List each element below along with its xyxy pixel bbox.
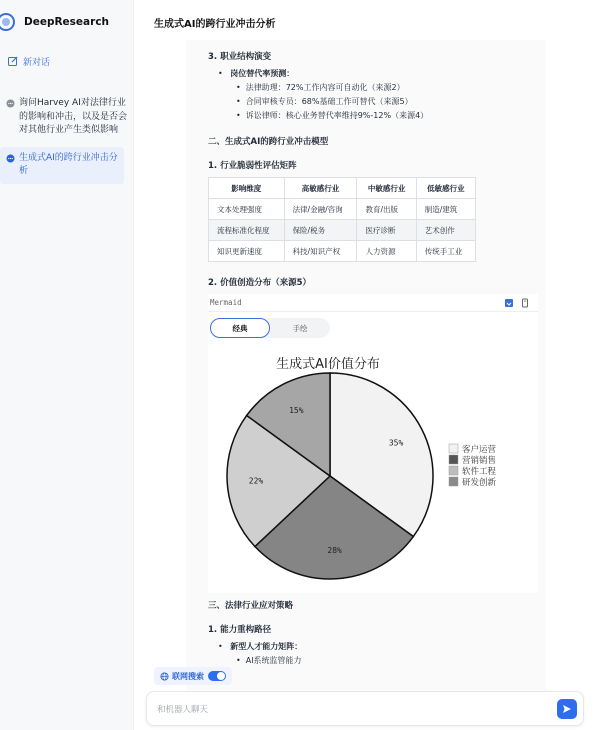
history-item-label: 生成式AI的跨行业冲击分析 <box>19 152 118 176</box>
mermaid-tools <box>504 298 530 308</box>
legend-swatch <box>449 455 458 464</box>
pie-chart <box>208 338 538 593</box>
history-item-active[interactable] <box>0 147 124 184</box>
web-search-label: 联网搜索 <box>172 671 204 681</box>
web-search-switch[interactable] <box>208 671 226 681</box>
table-header: 低敏感行业 <box>416 178 475 199</box>
edit-icon <box>8 56 18 66</box>
page-title: 生成式AI的跨行业冲击分析 <box>154 19 276 30</box>
table-cell: 科技/知识产权 <box>284 241 357 262</box>
list-item: • 合同审核专员：68%基础工作可替代（来源5） <box>236 96 528 107</box>
section-heading: 三、法律行业应对策略 <box>208 601 294 611</box>
list-item: • AI系统监管能力 <box>236 655 528 666</box>
list-item <box>218 68 528 121</box>
brand <box>0 0 133 44</box>
tab-classic[interactable]: 经典 <box>210 318 270 338</box>
table-cell: 传统手工业 <box>416 241 475 262</box>
new-chat-button[interactable] <box>8 50 133 72</box>
new-chat-label: 新对话 <box>23 57 51 68</box>
table-row <box>209 241 476 262</box>
chat-input[interactable]: 和机器人聊天 <box>157 705 209 715</box>
legend-swatch <box>449 477 458 486</box>
table-header: 高敏感行业 <box>284 178 357 199</box>
bullet-list <box>218 641 528 666</box>
bullet-list <box>218 68 528 121</box>
chat-bubble-icon <box>6 154 15 163</box>
sub-list <box>236 655 528 666</box>
download-image-icon[interactable] <box>504 298 514 308</box>
sidebar <box>0 0 134 730</box>
table-header: 影响维度 <box>209 178 285 199</box>
history-item[interactable] <box>0 92 133 143</box>
section-title: 2. 价值创造分布（来源5） <box>208 278 312 288</box>
sub-list <box>236 82 528 121</box>
vulnerability-matrix-table <box>208 177 476 262</box>
globe-icon <box>160 672 169 681</box>
chart-title: 生成式AI价值分布 <box>276 357 380 372</box>
legend-swatch <box>449 466 458 475</box>
chat-bubble-icon <box>6 99 15 108</box>
table-cell: 知识更新速度 <box>209 241 285 262</box>
table-row <box>209 220 476 241</box>
pie-chart-svg <box>208 338 538 593</box>
copy-icon[interactable] <box>520 298 530 308</box>
pie-slice-label: 22% <box>248 476 264 486</box>
send-button[interactable] <box>557 699 577 719</box>
list-item: • 法律助理：72%工作内容可自动化（来源2） <box>236 82 528 93</box>
table-cell: 制造/建筑 <box>416 199 475 220</box>
web-search-toggle[interactable] <box>154 667 232 685</box>
tab-hand-drawn[interactable]: 手绘 <box>292 323 308 333</box>
legend-swatch <box>449 444 458 453</box>
legend-label: 客户运营 <box>462 445 497 455</box>
table-cell: 人力资源 <box>357 241 416 262</box>
table-header-row <box>209 178 476 199</box>
pie-slice-label: 28% <box>327 546 342 556</box>
table-cell: 保险/税务 <box>284 220 357 241</box>
table-header: 中敏感行业 <box>357 178 416 199</box>
logo-icon <box>0 12 16 32</box>
pie-slice-label: 35% <box>388 438 404 448</box>
report-content <box>186 40 546 690</box>
mermaid-label: Mermaid <box>210 298 242 307</box>
table-cell: 文本处理强度 <box>209 199 285 220</box>
history-list <box>0 92 133 184</box>
mermaid-header <box>208 294 538 312</box>
app-name: DeepResearch <box>24 16 110 28</box>
list-item <box>218 641 528 666</box>
section-title: 3. 职业结构演变 <box>208 52 272 62</box>
chat-input-bar[interactable] <box>146 691 584 726</box>
pie-slice-label: 15% <box>289 405 304 415</box>
bullet-label: 岗位替代率预测： <box>230 69 295 78</box>
send-icon <box>562 704 572 714</box>
table-cell: 教育/出版 <box>357 199 416 220</box>
legend-label: 研发创新 <box>462 478 497 488</box>
main-panel <box>134 0 596 730</box>
render-mode-tabs <box>210 318 330 338</box>
table-cell: 艺术创作 <box>416 220 475 241</box>
table-cell: 医疗诊断 <box>357 220 416 241</box>
bullet-label: 新型人才能力矩阵： <box>230 642 303 651</box>
table-cell: 法律/金融/咨询 <box>284 199 357 220</box>
section-title: 1. 行业脆弱性评估矩阵 <box>208 161 297 171</box>
history-item-label: 询问Harvey AI对法律行业的影响和冲击，以及是否会对其他行业产生类似影响 <box>19 98 128 135</box>
legend-label: 营销销售 <box>462 456 497 466</box>
table-cell: 流程标准化程度 <box>209 220 285 241</box>
section-heading: 二、生成式AI的跨行业冲击模型 <box>208 137 329 147</box>
mermaid-block <box>208 294 538 593</box>
list-item: • 诉讼律师：核心业务替代率维持9%-12%（来源4） <box>236 110 528 121</box>
table-row <box>209 199 476 220</box>
section-title: 1. 能力重构路径 <box>208 625 272 635</box>
legend-label: 软件工程 <box>462 467 497 477</box>
